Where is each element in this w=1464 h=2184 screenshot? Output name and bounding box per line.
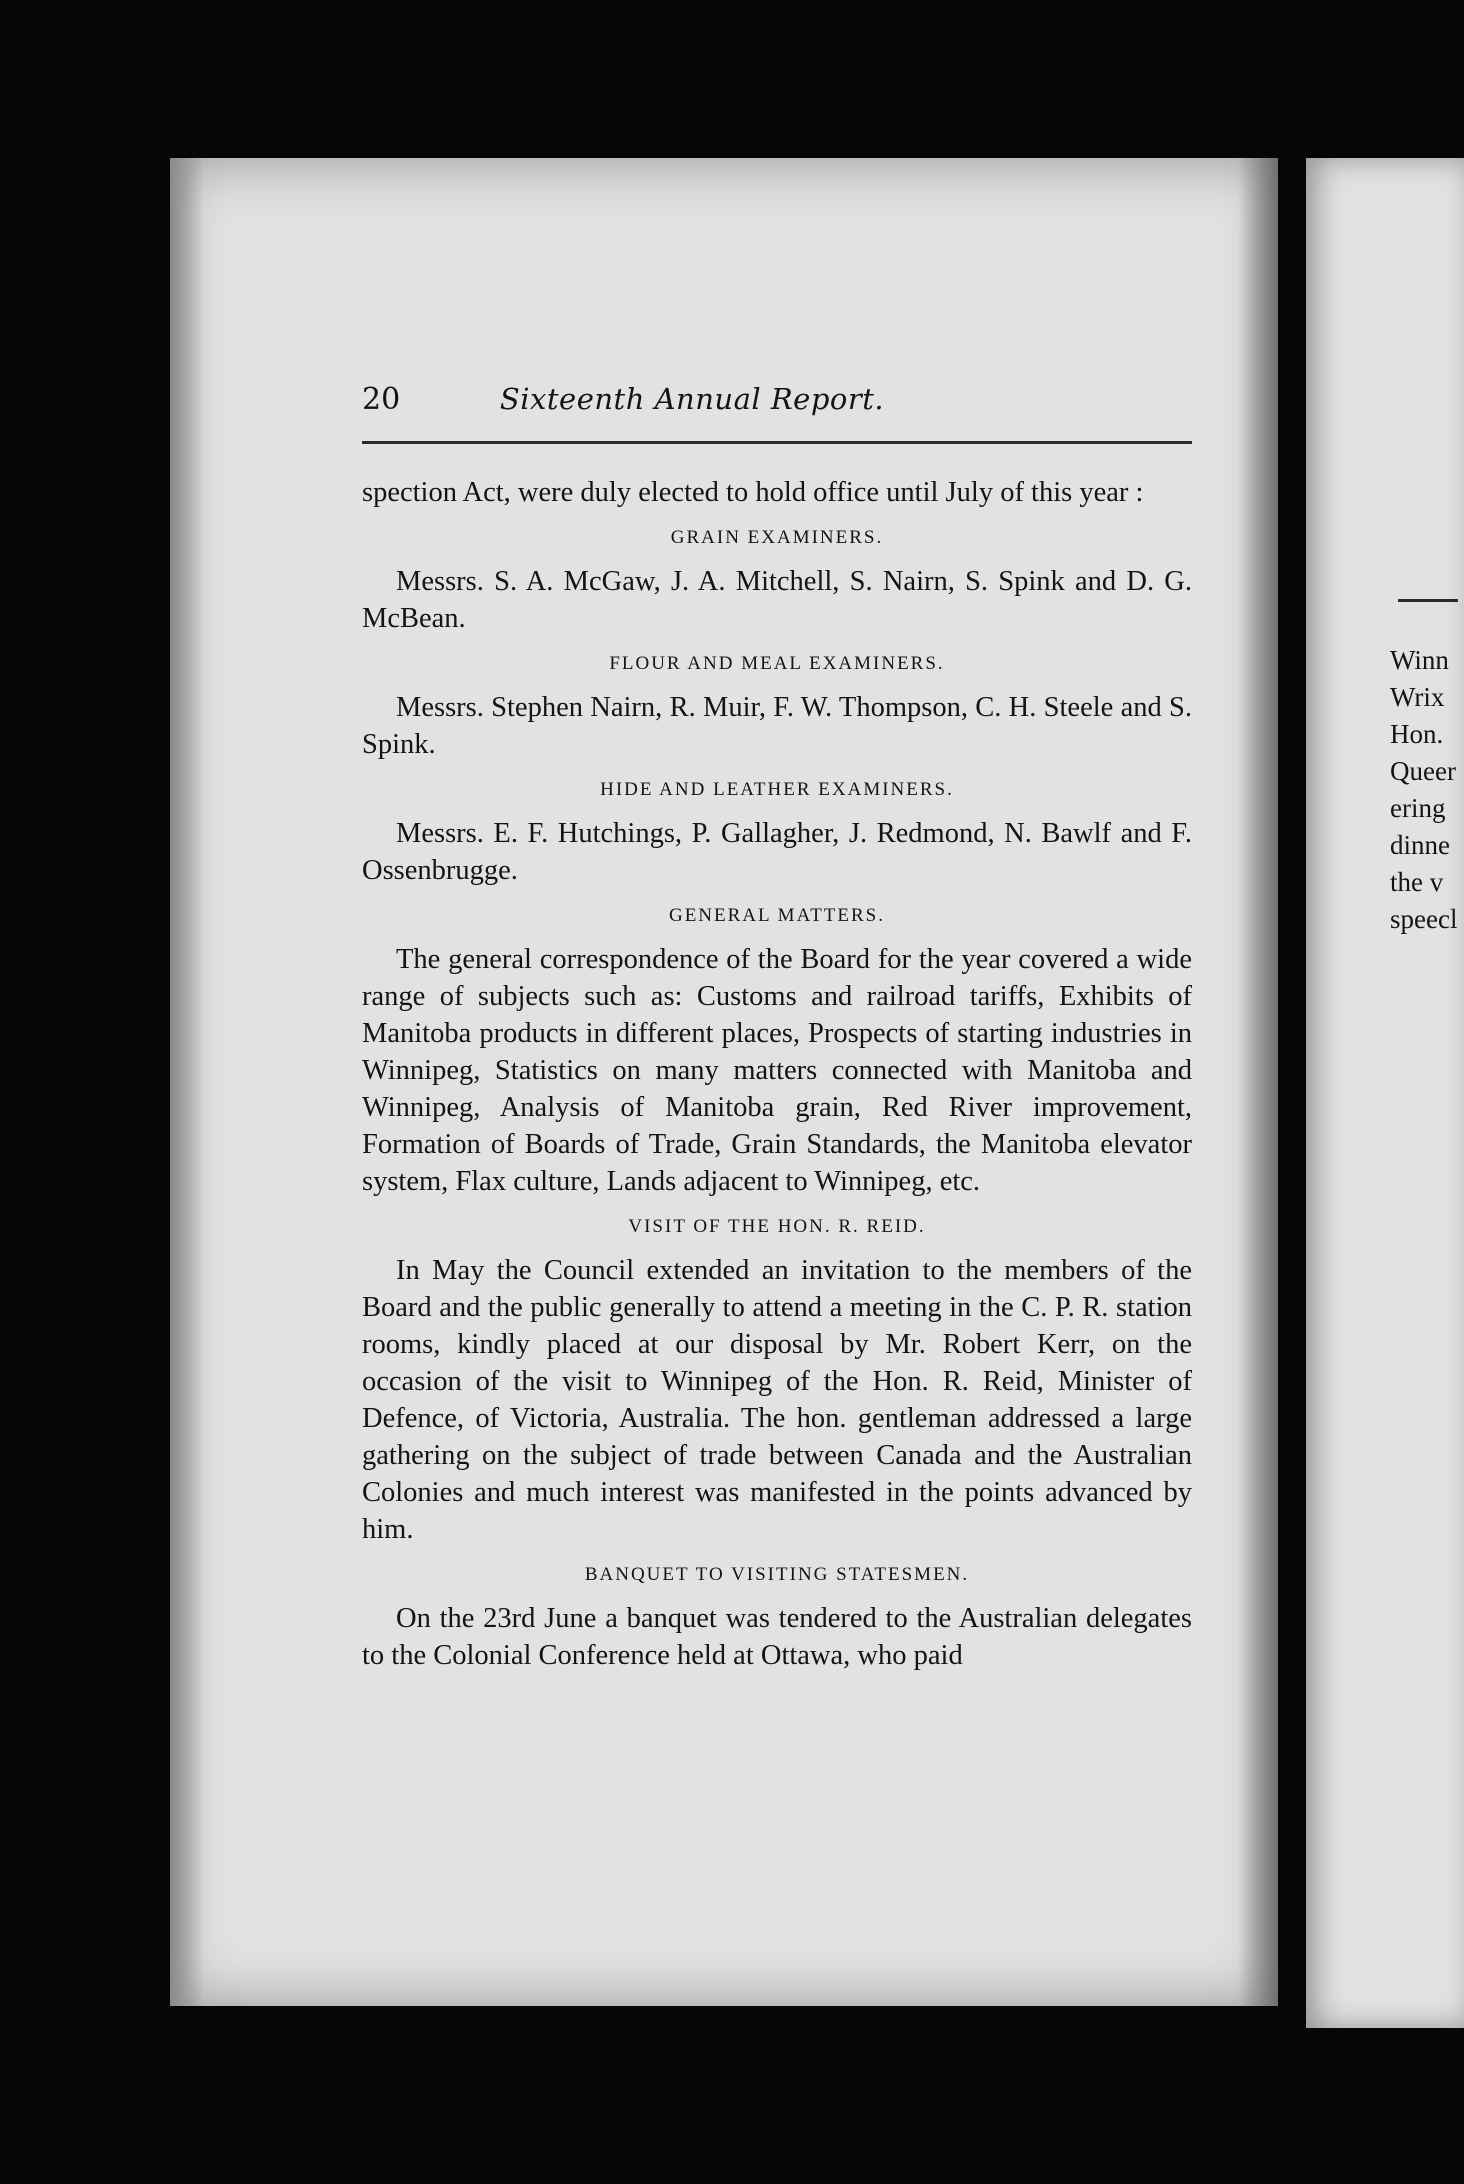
section-heading-banquet: BANQUET TO VISITING STATESMEN. xyxy=(584,1564,970,1585)
adjacent-line: Queer xyxy=(1390,756,1456,786)
adjacent-line: the v xyxy=(1390,867,1444,897)
hide-leather-examiners-paragraph: Messrs. E. F. Hutchings, P. Gallagher, J. Redmond, N. Bawlf and F. Ossenbrugge. xyxy=(362,818,1192,886)
section-heading-general-matters: GENERAL MATTERS. xyxy=(668,905,886,926)
adjacent-page-text xyxy=(1390,642,1457,938)
adjacent-line: dinne xyxy=(1390,830,1450,860)
visit-hon-reid-paragraph: In May the Council extended an invitation to the members of the Board and the public generally to attend a meeting in the C. P. R. station rooms, kindly placed at our disposal by Mr. Robert Kerr, on the occasion of the visit to Winnipeg of the Hon. R. Reid, Minister of Defence, of Victoria, Australia. The hon. gentleman addressed a large gathering on the subject of trade between Canada and the Australian Colonies and much interest was manifested in the points advanced by him. xyxy=(362,1255,1192,1545)
section-heading-flour-meal-examiners: FLOUR AND MEAL EXAMINERS. xyxy=(609,653,945,674)
adjacent-line: Wrix xyxy=(1390,682,1445,712)
grain-examiners-paragraph: Messrs. S. A. McGaw, J. A. Mitchell, S. Nairn, S. Spink and D. G. McBean. xyxy=(362,566,1192,634)
adjacent-line: speecl xyxy=(1390,904,1458,934)
section-heading-visit-hon-reid: VISIT OF THE HON. R. REID. xyxy=(628,1216,926,1237)
page-body xyxy=(362,474,1192,1674)
adjacent-line: Winn xyxy=(1390,645,1449,675)
page-number: 20 xyxy=(362,382,401,417)
adjacent-line: Hon. xyxy=(1390,719,1444,749)
intro-paragraph: spection Act, were duly elected to hold office until July of this year : xyxy=(362,477,1144,508)
running-head: Sixteenth Annual Report. xyxy=(499,382,885,416)
flour-meal-examiners-paragraph: Messrs. Stephen Nairn, R. Muir, F. W. Thompson, C. H. Steele and S. Spink. xyxy=(362,692,1192,760)
page-header xyxy=(192,382,1192,422)
adjacent-line: ering xyxy=(1390,793,1446,823)
adjacent-page-rule xyxy=(1398,599,1458,602)
section-heading-grain-examiners: GRAIN EXAMINERS. xyxy=(670,527,884,548)
adjacent-page xyxy=(1306,158,1464,2028)
banquet-paragraph: On the 23rd June a banquet was tendered to the Australian delegates to the Colonial Conference held at Ottawa, who paid xyxy=(362,1603,1192,1671)
general-matters-paragraph: The general correspondence of the Board for the year covered a wide range of subjects such as: Customs and railroad tariffs, Exhibits of Manitoba products in different places, Prospects of starting industries in Winnipeg, Statistics on many matters connected with Manitoba and Winnipeg, Analysis of Manitoba grain, Red River improvement, Formation of Boards of Trade, Grain Standards, the Manitoba elevator system, Flax culture, Lands adjacent to Winnipeg, etc. xyxy=(362,944,1192,1197)
header-rule xyxy=(362,441,1192,444)
section-heading-hide-leather-examiners: HIDE AND LEATHER EXAMINERS. xyxy=(600,779,954,800)
